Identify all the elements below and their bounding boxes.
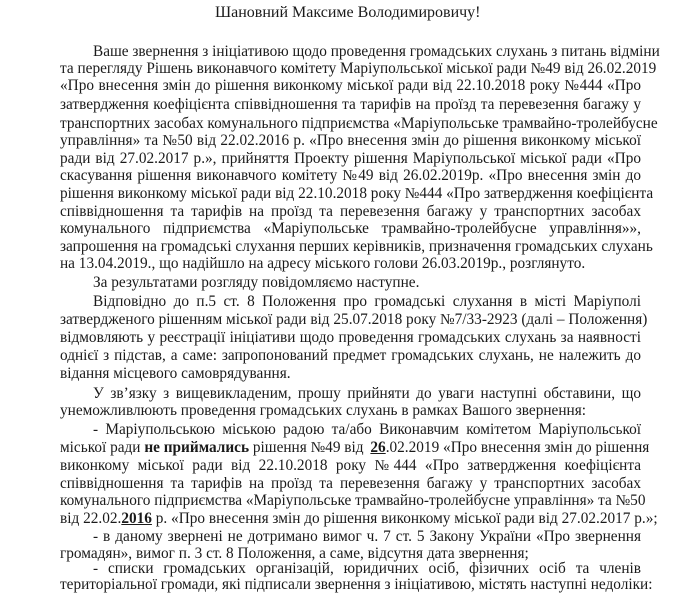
text-segment: р. «Про внесення змін до рішення виконкому міської ради від 27.02.2017 р.»; — [151, 510, 658, 527]
paragraph-line: затвердженого рішенням міської ради від 25.07.2018 року №7/33-2923 (далі – Положення) — [60, 311, 648, 328]
paragraph-line: однієї з підстав, а саме: запропонований предмет громадських слухань, не належить до — [60, 347, 641, 364]
text-segment: міської ради — [60, 439, 141, 456]
paragraph-line: За результатами розгляду повідомляємо наступне. — [93, 274, 420, 291]
paragraph-line: запрошення на громадські слухання перших керівників, призначення громадських слухань — [60, 238, 653, 255]
paragraph-line — [60, 438, 650, 457]
paragraph-line: співвідношення та тарифів на проїзд та перевезення багажу у транспортних засобах — [60, 475, 641, 492]
paragraph-line: «Про внесення змін до рішення виконкому міської ради від 22.10.2018 року №444 «Про — [60, 77, 641, 94]
paragraph-line: - Маріупольською міською радою та/або Виконавчим комітетом Маріупольської — [93, 421, 641, 438]
paragraph-line: територіальної громади, які підписали звернення з ініціативою, містять наступні недоліки: — [60, 576, 653, 593]
paragraph-line: транспортних засобах комунального підприємства «Маріупольське трамвайно-тролейбусне — [60, 115, 658, 132]
paragraph-line: Відповідно до п.5 ст. 8 Положення про громадські слухання в місті Маріуполі — [93, 293, 641, 310]
paragraph-line: скасування рішення виконавчого комітету №49 від 26.02.2019р. «Про внесення змін до — [60, 167, 641, 184]
paragraph-line: затвердження коефіцієнта співвідношення та тарифів на проїзд та перевезення багажу у — [60, 96, 641, 113]
text-segment: від 22.02. — [60, 510, 122, 527]
paragraph-line — [60, 509, 658, 528]
paragraph-line: - в даному звернені не дотримано вимог ч. 7 ст. 5 Закону України «Про звернення — [93, 528, 641, 545]
paragraph-line: ради від 27.02.2017 р.», прийняття Проекту рішення Маріупольської міської ради «Про — [60, 150, 641, 167]
paragraph-line: комунального підприємства «Маріупольське трамвайно-тролейбусне управління» та №50 — [60, 492, 646, 509]
paragraph-line: громадян», вимог п. 3 ст. 8 Положення, а саме, відсутня дата звернення; — [60, 545, 529, 562]
paragraph-line: - списки громадських організацій, юридичних осіб, фізичних осіб та членів — [93, 560, 641, 577]
text-segment: рішення №49 від — [252, 439, 364, 456]
paragraph-line: У зв’язку з вищевикладеним, прошу прийняти до уваги наступні обставини, що — [93, 385, 641, 402]
paragraph-line: комунального підприємства «Маріупольське трамвайно-тролейбусне управління»», — [60, 220, 641, 237]
paragraph-line: рішення виконкому міської ради від 22.10.2018 року №444 «Про затвердження коефіцієнта — [60, 185, 654, 202]
emphasis-not-adopted: не приймались — [144, 439, 250, 456]
paragraph-line: та перегляду Рішень виконавчого комітету Маріупольської міської ради №49 від 26.02.2019 — [60, 60, 657, 77]
text-segment: .02.2019 «Про внесення змін до рішення — [385, 439, 650, 456]
underlined-day: 26 — [370, 439, 386, 456]
salutation: Шановний Максиме Володимировичу! — [215, 4, 481, 21]
paragraph-line: співвідношення та тарифів на проїзд та перевезення багажу у транспортних засобах — [60, 203, 641, 220]
paragraph-line: Ваше звернення з ініціативою щодо проведення громадських слухань з питань відміни — [93, 43, 660, 60]
paragraph-line: відання місцевого самоврядування. — [60, 365, 291, 382]
paragraph-line: управління» та №50 від 22.02.2016 р. «Про внесення змін до рішення виконкому міської — [60, 132, 641, 149]
paragraph-line: відмовляють у реєстрації ініціативи щодо проведення громадських слухань за наявності — [60, 329, 641, 346]
underlined-year: 2016 — [121, 510, 152, 527]
paragraph-line: унеможливлюють проведення громадських слухань в рамках Вашого звернення: — [60, 402, 587, 419]
paragraph-line: на 13.04.2019., що надійшло на адресу міського голови 26.03.2019р., розглянуто. — [60, 255, 586, 272]
paragraph-line: виконкому міської ради від 22.10.2018 року №444 «Про затвердження коефіцієнта — [60, 457, 641, 474]
